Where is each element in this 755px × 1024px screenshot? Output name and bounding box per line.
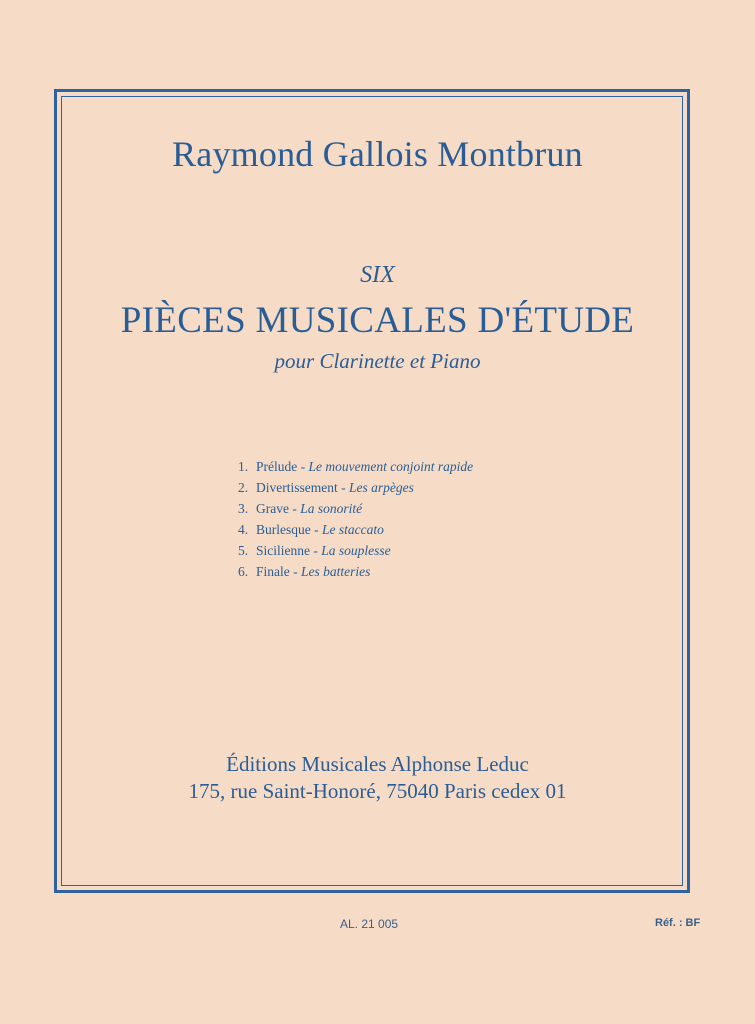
instrumentation-subtitle: pour Clarinette et Piano bbox=[274, 349, 481, 373]
movement-title: Burlesque bbox=[256, 522, 311, 537]
movement-item bbox=[238, 477, 473, 498]
movement-separator: - bbox=[310, 543, 322, 558]
movement-item bbox=[238, 456, 473, 477]
movement-item bbox=[238, 519, 473, 540]
movement-subtitle: Les arpèges bbox=[348, 480, 414, 495]
movement-number: 5. bbox=[238, 543, 249, 558]
movement-number: 6. bbox=[238, 564, 249, 579]
title-number: SIX bbox=[360, 262, 395, 288]
movement-subtitle: Le staccato bbox=[322, 522, 384, 537]
movement-subtitle: La souplesse bbox=[321, 543, 391, 558]
movement-separator: - bbox=[288, 501, 301, 516]
reference-label: Réf. : BF bbox=[655, 917, 701, 929]
movement-list bbox=[238, 456, 473, 582]
movement-item bbox=[238, 561, 473, 582]
movement-title: Grave bbox=[256, 501, 289, 516]
movement-number: 3. bbox=[238, 501, 249, 516]
movement-number: 1. bbox=[238, 459, 249, 474]
movement-title: Finale bbox=[256, 564, 290, 579]
movement-number: 2. bbox=[238, 480, 249, 495]
catalog-number: AL. 21 005 bbox=[340, 917, 399, 931]
movement-title: Sicilienne bbox=[256, 543, 310, 558]
movement-item bbox=[238, 540, 473, 561]
publisher-name: Éditions Musicales Alphonse Leduc bbox=[226, 752, 529, 776]
movement-separator: - bbox=[310, 522, 322, 537]
movement-item bbox=[238, 498, 473, 519]
movement-title: Prélude bbox=[256, 459, 298, 474]
movement-title: Divertissement bbox=[256, 480, 338, 495]
movement-number: 4. bbox=[238, 522, 249, 537]
movement-separator: - bbox=[337, 480, 349, 495]
main-title: PIÈCES MUSICALES D'ÉTUDE bbox=[120, 300, 635, 341]
movement-subtitle: La sonorité bbox=[300, 501, 363, 516]
movement-separator: - bbox=[289, 564, 301, 579]
publisher-address: 175, rue Saint-Honoré, 75040 Paris cedex 01 bbox=[188, 779, 567, 803]
composer-name: Raymond Gallois Montbrun bbox=[172, 134, 583, 174]
movement-separator: - bbox=[297, 459, 309, 474]
movement-subtitle: Les batteries bbox=[301, 564, 371, 579]
movement-subtitle: Le mouvement conjoint rapide bbox=[308, 459, 474, 474]
